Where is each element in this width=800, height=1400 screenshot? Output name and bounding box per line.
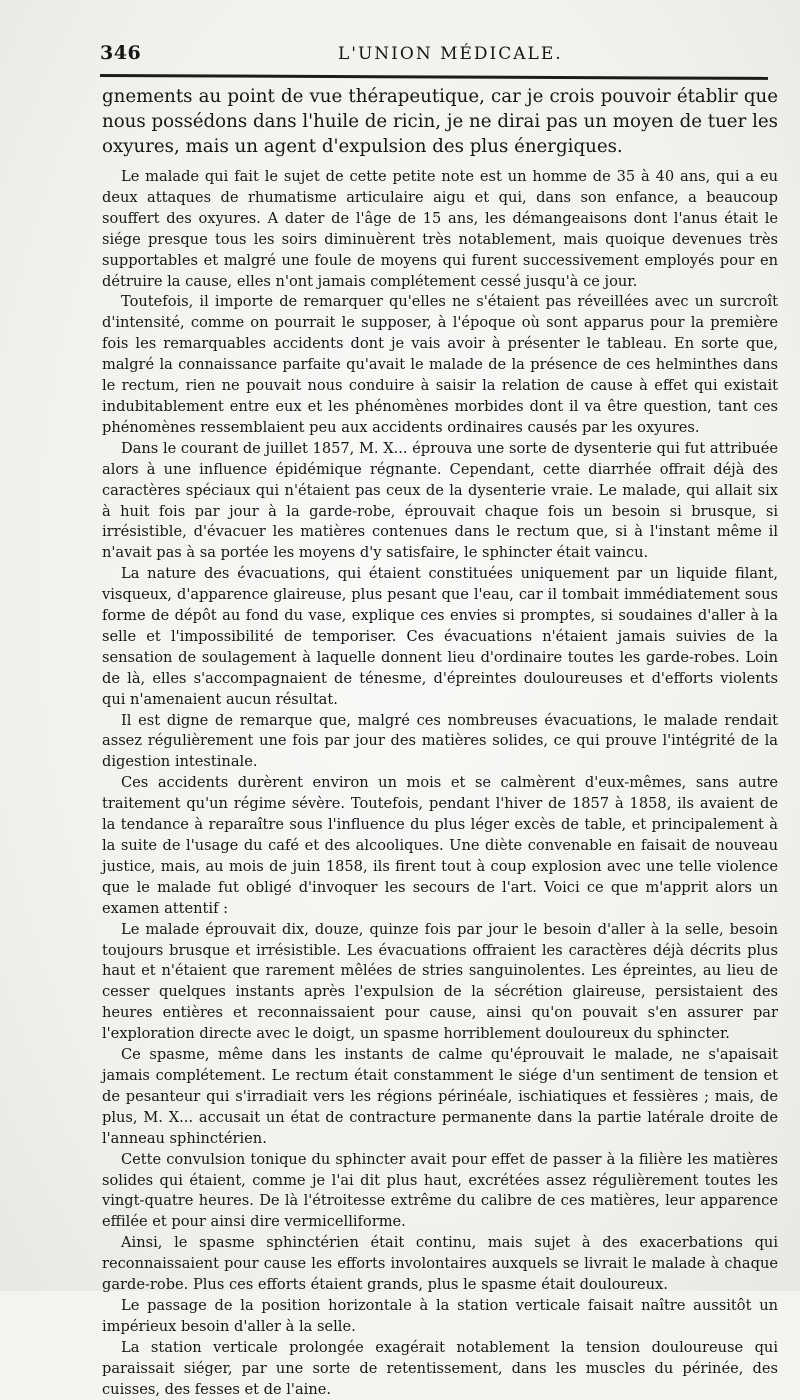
paragraph-passage: Le passage de la position horizontale à la station verticale faisait naître aussitôt un impérieux besoin d'aller à la selle. — [102, 1296, 778, 1335]
lead-paragraph: gnements au point de vue thérapeutique, car je crois pouvoir établir que nous possédons dans l'huile de ricin, je ne dirai pas un moyen de tuer les oxyures, mais un agent d'expulsion des plus énergiques. — [102, 86, 778, 157]
paragraph-evacuations: La nature des évacuations, qui étaient constituées uniquement par un liquide filant, visqueux, d'apparence glaireuse, plus pesant que l'eau, car il tombait immédiatement sous forme de dépôt au fond du vase, explique ces envies si promptes, si soudaines d'aller à la selle et l'impossibilité de temporiser. Ces évacuations n'étaient jamais suivies de la sensation de soulagement à laquelle donnent lieu d'ordinaire toutes les garde-robes. Loin de là, elles s'accompagnaient de ténesme, d'épreintes douloureuses et d'efforts violents qui n'amenaient aucun résultat. — [102, 565, 778, 708]
paragraph-remarque: Il est digne de remarque que, malgré ces nombreuses évacuations, le malade rendait assez régulièrement une fois par jour des matières solides, ce qui prouve l'intégrité de la digestion intestinale. — [102, 711, 778, 771]
paragraph-spasme: Ce spasme, même dans les instants de calme qu'éprouvait le malade, ne s'apaisait jamais complétement. Le rectum était constamment le siége d'un sentiment de tension et de pesanteur qui s'irradiait vers les régions périnéale, ischiatiques et fessières ; mais, de plus, M. X... accusait un état de contracture permanente dans la partie latérale droite de l'anneau sphinctérien. — [102, 1046, 778, 1147]
paragraph-ainsi: Ainsi, le spasme sphinctérien était continu, mais sujet à des exacerbations qui reconnaissaient pour cause les efforts involontaires auxquels se livrait le malade à chaque garde-robe. Plus ces efforts étaient grands, plus le spasme était douloureux. — [102, 1234, 778, 1294]
article-body — [102, 84, 778, 1400]
paragraph-toutefois: Toutefois, il importe de remarquer qu'elles ne s'étaient pas réveillées avec un surcroît d'intensité, comme on pourrait le supposer, à l'époque où sont apparus pour la première fois les remarquables accidents dont je vais avoir à présenter le tableau. En sorte que, malgré la connaissance parfaite qu'avait le malade de la présence de ces helminthes dans le rectum, rien ne pouvait nous conduire à saisir la relation de cause à effet qui existait indubitablement entre eux et les phénomènes morbides dont il va être question, tant ces phénomènes ressemblaient peu aux accidents ordinaires causés par les oxyures. — [102, 293, 778, 436]
paragraph-station: La station verticale prolongée exagérait notablement la tension douloureuse qui paraissait siéger, par une sorte de retentissement, dans les muscles du périnée, des cuisses, des fesses et de l'aine. — [102, 1338, 778, 1398]
page-number: 346 — [100, 42, 142, 64]
page-header — [100, 42, 762, 68]
running-title: L'UNION MÉDICALE. — [338, 44, 563, 64]
paragraph-case-intro: Le malade qui fait le sujet de cette petite note est un homme de 35 à 40 ans, qui a eu deux attaques de rhumatisme articulaire aigu et qui, dans son enfance, a beaucoup souffert des oxyures. A dater de l'âge de 15 ans, les démangeaisons dont l'anus était le siége presque tous les soirs diminuèrent très notablement, mais quoique devenues très supportables et malgré une foule de moyens qui furent successivement employés pour en détruire la cause, elles n'ont jamais complétement cessé jusqu'à ce jour. — [102, 168, 778, 290]
paragraph-convulsion: Cette convulsion tonique du sphincter avait pour effet de passer à la filière les matières solides qui étaient, comme je l'ai dit plus haut, excrétées assez régulièrement toutes les vingt-quatre heures. De là l'étroitesse extrême du calibre de ces matières, leur apparence effilée et pour ainsi dire vermicelliforme. — [102, 1150, 778, 1231]
paragraph-juillet-1857: Dans le courant de juillet 1857, M. X... éprouva une sorte de dysenterie qui fut attribuée alors à une influence épidémique régnante. Cependant, cette diarrhée offrait déjà des caractères spéciaux qui n'étaient pas ceux de la dysenterie vraie. Le malade, qui allait six à huit fois par jour à la garde-robe, éprouvait chaque fois un besoin si brusque, si irrésistible, d'évacuer les matières contenues dans le rectum que, si à l'instant même il n'avait pas à sa portée les moyens d'y satisfaire, le sphincter était vaincu. — [102, 439, 778, 562]
header-rule — [100, 74, 768, 80]
paragraph-examen: Le malade éprouvait dix, douze, quinze fois par jour le besoin d'aller à la selle, besoin toujours brusque et irrésistible. Les évacuations offraient les caractères déjà décrits plus haut et n'étaient que rarement mêlées de stries sanguinolentes. Les épreintes, au lieu de cesser quelques instants après l'expulsion de la sécrétion glaireuse, persistaient des heures entières et reconnaissaient pour cause, ainsi qu'on pouvait s'en assurer par l'exploration directe avec le doigt, un spasme horriblement douloureux du sphincter. — [102, 920, 778, 1043]
paragraph-accidents: Ces accidents durèrent environ un mois et se calmèrent d'eux-mêmes, sans autre traitement qu'un régime sévère. Toutefois, pendant l'hiver de 1857 à 1858, ils avaient de la tendance à reparaître sous l'influence du plus léger excès de table, et principalement à la suite de l'usage du café et des alcooliques. Une diète convenable en faisait de nouveau justice, mais, au mois de juin 1858, ils firent tout à coup explosion avec une telle violence que le malade fut obligé d'invoquer les secours de l'art. Voici ce que m'apprit alors un examen attentif : — [102, 774, 778, 917]
